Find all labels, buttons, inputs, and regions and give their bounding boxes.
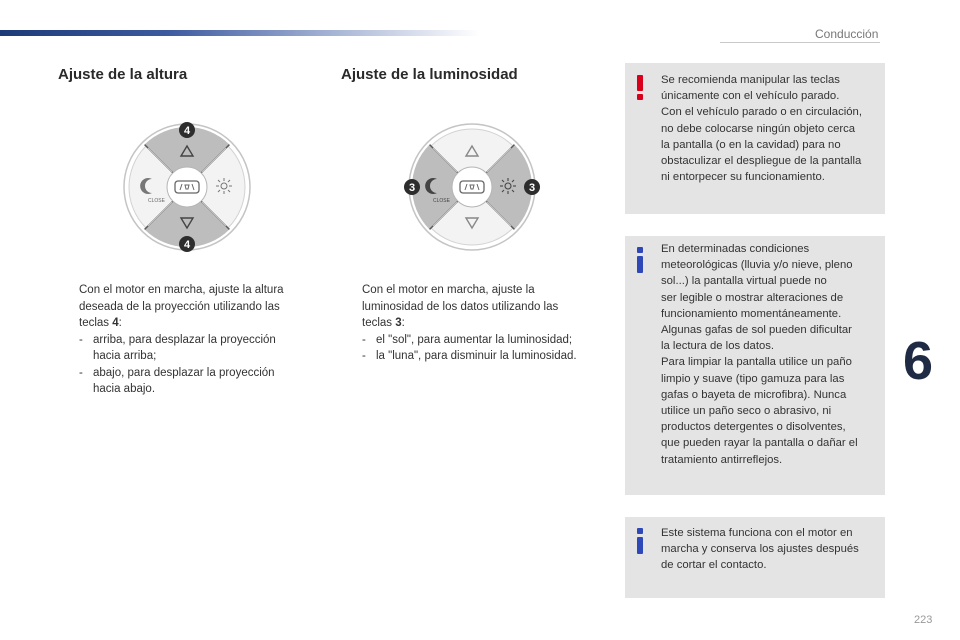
warning-note-text: Se recomienda manipular las teclas únicamente con el vehículo parado. Con el vehículo parado o en circulación, no debe colocarse ningún objeto cerca la pantalla (o en la cavidad) para no obstaculizar el despliegue de la pantalla ni entorpecer su funcionamiento.	[661, 74, 862, 184]
top-key-badge	[179, 122, 195, 138]
brightness-item-moon: - la "luna", para disminuir la luminosidad.	[362, 350, 577, 362]
brightness-instructions	[341, 282, 611, 365]
page-number: 223	[914, 614, 933, 626]
left-key-badge	[404, 179, 420, 195]
warning-note	[625, 63, 885, 214]
exclamation-icon	[637, 75, 643, 100]
height-item-down: - abajo, para desplazar la proyección hacia abajo.	[79, 366, 275, 395]
chapter-number: 6	[903, 331, 934, 391]
brightness-key-number: 3	[395, 317, 402, 329]
svg-text:3: 3	[408, 182, 416, 194]
system-info-note-text: Este sistema funciona con el motor en marcha y conserva los ajustes después de cortar el contacto.	[661, 527, 859, 572]
center-key	[452, 167, 492, 207]
weather-info-note	[625, 236, 885, 495]
chapter-divider	[720, 42, 880, 43]
height-control-diagram	[122, 122, 252, 252]
center-key	[167, 167, 207, 207]
height-intro-line1: Con el motor en marcha, ajuste la altura	[79, 284, 284, 296]
bottom-key-badge	[179, 236, 195, 252]
height-section-title: Ajuste de la altura	[58, 66, 188, 83]
brightness-control-diagram	[404, 122, 540, 252]
brightness-intro-line2: luminosidad de los datos utilizando las	[362, 300, 559, 313]
info-icon	[637, 528, 643, 554]
brightness-intro-line1: Con el motor en marcha, ajuste la	[362, 284, 535, 296]
chapter-title: Conducción	[815, 27, 879, 41]
weather-info-note-text: En determinadas condiciones meteorológicas (lluvia y/o nieve, pleno sol...) la pantalla virtual puede no ser legible o mostrar alteraciones de funcionamiento momentáneamente. Algunas gafas de sol pueden dificultar la lectura de los datos. Para limpiar la pantalla utilice un paño limpio y suave (tipo gamuza para las gafas o bayeta de microfibra). Nunca utilice un paño seco o abrasivo, ni productos detergentes o disolventes, que pueden rayar la pantalla o dañar el tratamiento antirreflejos.	[661, 243, 858, 466]
right-key-badge	[524, 179, 540, 195]
system-info-note	[625, 517, 885, 598]
brightness-item-sun: - el "sol", para aumentar la luminosidad;	[362, 333, 573, 346]
svg-text:3: 3	[528, 182, 536, 194]
info-icon	[637, 247, 643, 273]
svg-text:4: 4	[183, 125, 191, 137]
height-key-number: 4	[112, 317, 119, 329]
close-label: CLOSE	[433, 198, 450, 204]
brightness-intro-line3: teclas 3:	[362, 317, 405, 329]
svg-text:4: 4	[183, 239, 191, 251]
height-item-up: - arriba, para desplazar la proyección hacia arriba;	[79, 333, 276, 362]
brightness-section-title: Ajuste de la luminosidad	[341, 66, 518, 83]
height-intro-line2: deseada de la proyección utilizando las	[79, 300, 280, 313]
close-label: CLOSE	[148, 198, 165, 204]
header-accent-bar	[0, 30, 480, 36]
height-intro-line3: teclas 4:	[79, 317, 122, 329]
height-instructions	[58, 282, 318, 398]
